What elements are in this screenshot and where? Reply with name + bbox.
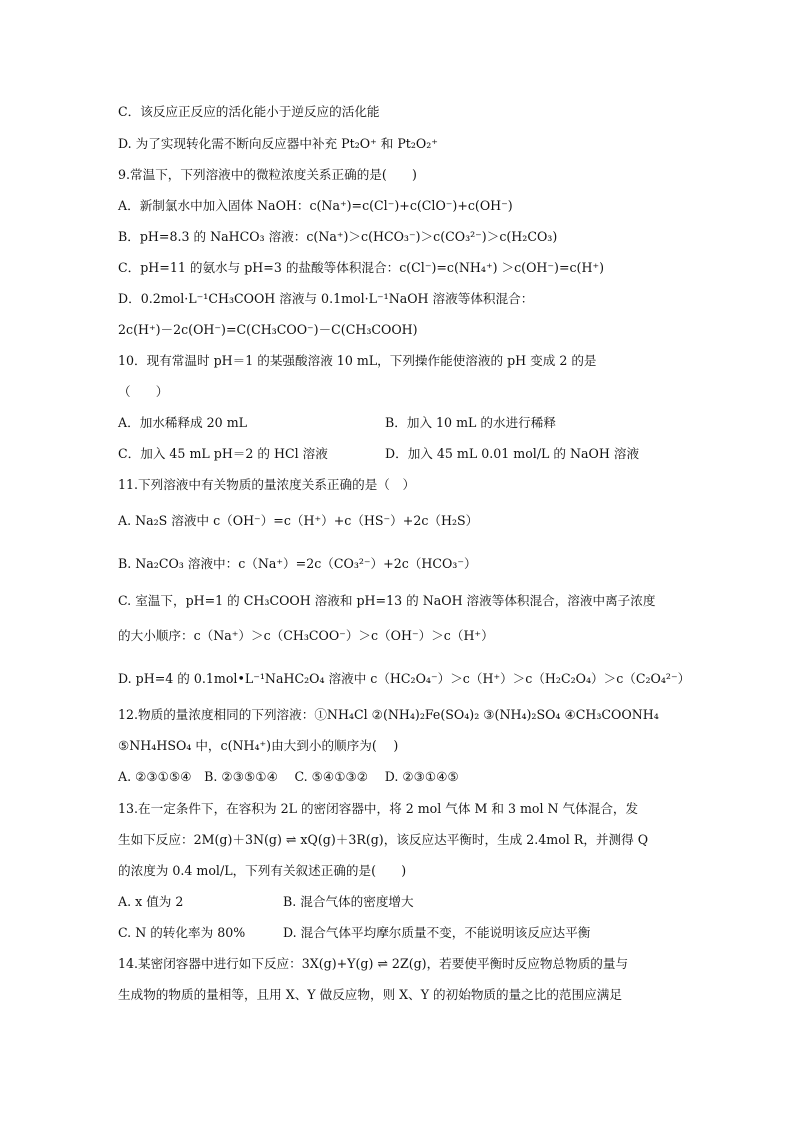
q12-options: A. ②③①⑤④ B. ②③⑤①④ C. ⑤④①③② D. ②③①④⑤ bbox=[118, 769, 459, 784]
question-14-cont: 生成物的物质的量相等，且用 X、Y 做反应物，则 X、Y 的初始物质的量之比的范围应满足 bbox=[118, 987, 622, 1002]
q9-option-c: C．pH=11 的氨水与 pH=3 的盐酸等体积混合：c(Cl⁻)=c(NH₄⁺) ＞c(OH⁻)=c(H⁺) bbox=[118, 260, 605, 275]
q9-option-d: D．0.2mol·L⁻¹CH₃COOH 溶液与 0.1mol·L⁻¹NaOH 溶液等体积混合： bbox=[118, 291, 534, 306]
q9-option-d-cont: 2c(H⁺)－2c(OH⁻)=C(CH₃COO⁻)－C(CH₃COOH) bbox=[118, 322, 418, 337]
q10-option-a: A．加水稀释成 20 mL bbox=[118, 415, 247, 430]
q11-option-a: A. Na₂S 溶液中 c（OH⁻）=c（H⁺）+c（HS⁻）+2c（H₂S） bbox=[118, 513, 479, 528]
line-8d: D. 为了实现转化需不断向反应器中补充 Pt₂O⁺ 和 Pt₂O₂⁺ bbox=[118, 136, 438, 151]
q10-option-c: C．加入 45 mL pH＝2 的 HCl 溶液 bbox=[118, 446, 328, 461]
question-11-stem: 11.下列溶液中有关物质的量浓度关系正确的是（ ） bbox=[118, 477, 416, 492]
question-12-stem: 12.物质的量浓度相同的下列溶液：①NH₄Cl ②(NH₄)₂Fe(SO₄)₂ ③(NH₄)₂SO₄ ④CH₃COONH₄ bbox=[118, 707, 659, 722]
q13-option-c: C. N 的转化率为 80% bbox=[118, 925, 246, 940]
q9-option-b: B．pH=8.3 的 NaHCO₃ 溶液：c(Na⁺)＞c(HCO₃⁻)＞c(CO₃²⁻)＞c(H₂CO₃) bbox=[118, 229, 558, 244]
q11-option-b: B. Na₂CO₃ 溶液中：c（Na⁺）=2c（CO₃²⁻）+2c（HCO₃⁻） bbox=[118, 556, 477, 571]
question-10-paren: （ ） bbox=[118, 384, 169, 399]
q11-option-d: D. pH=4 的 0.1mol•L⁻¹NaHC₂O₄ 溶液中 c（HC₂O₄⁻）＞c（H⁺）＞c（H₂C₂O₄）＞c（C₂O₄²⁻） bbox=[118, 671, 691, 686]
q13-option-a: A. x 值为 2 bbox=[118, 894, 184, 909]
q10-option-d: D．加入 45 mL 0.01 mol/L 的 NaOH 溶液 bbox=[385, 446, 640, 461]
question-9-stem: 9.常温下，下列溶液中的微粒浓度关系正确的是( ) bbox=[118, 167, 417, 182]
q11-option-c-cont: 的大小顺序：c（Na⁺）＞c（CH₃COO⁻）＞c（OH⁻）＞c（H⁺） bbox=[118, 628, 494, 643]
q9-option-a: A．新制氯水中加入固体 NaOH：c(Na⁺)=c(Cl⁻)+c(ClO⁻)+c(OH⁻) bbox=[118, 198, 513, 213]
question-13-cont-1: 生如下反应：2M(g)＋3N(g) ⇌ xQ(g)＋3R(g)，该反应达平衡时，生成 2.4mol R，并测得 Q bbox=[118, 832, 649, 847]
q13-option-b: B. 混合气体的密度增大 bbox=[283, 894, 414, 909]
question-12-cont: ⑤NH₄HSO₄ 中，c(NH₄⁺)由大到小的顺序为( ) bbox=[118, 738, 399, 753]
q10-option-b: B．加入 10 mL 的水进行稀释 bbox=[385, 415, 556, 430]
line-8c: C．该反应正反应的活化能小于逆反应的活化能 bbox=[118, 104, 380, 119]
q11-option-c: C. 室温下，pH=1 的 CH₃COOH 溶液和 pH=13 的 NaOH 溶液等体积混合，溶液中离子浓度 bbox=[118, 593, 656, 608]
question-13-stem: 13.在一定条件下，在容积为 2L 的密闭容器中，将 2 mol 气体 M 和 3 mol N 气体混合，发 bbox=[118, 801, 639, 816]
q13-option-d: D. 混合气体平均摩尔质量不变，不能说明该反应达平衡 bbox=[283, 925, 591, 940]
question-14-stem: 14.某密闭容器中进行如下反应：3X(g)+Y(g) ⇌ 2Z(g)，若要使平衡时反应物总物质的量与 bbox=[118, 956, 629, 971]
question-10-stem: 10．现有常温时 pH＝1 的某强酸溶液 10 mL，下列操作能使溶液的 pH 变成 2 的是 bbox=[118, 353, 597, 368]
question-13-cont-2: 的浓度为 0.4 mol/L，下列有关叙述正确的是( ) bbox=[118, 863, 407, 878]
